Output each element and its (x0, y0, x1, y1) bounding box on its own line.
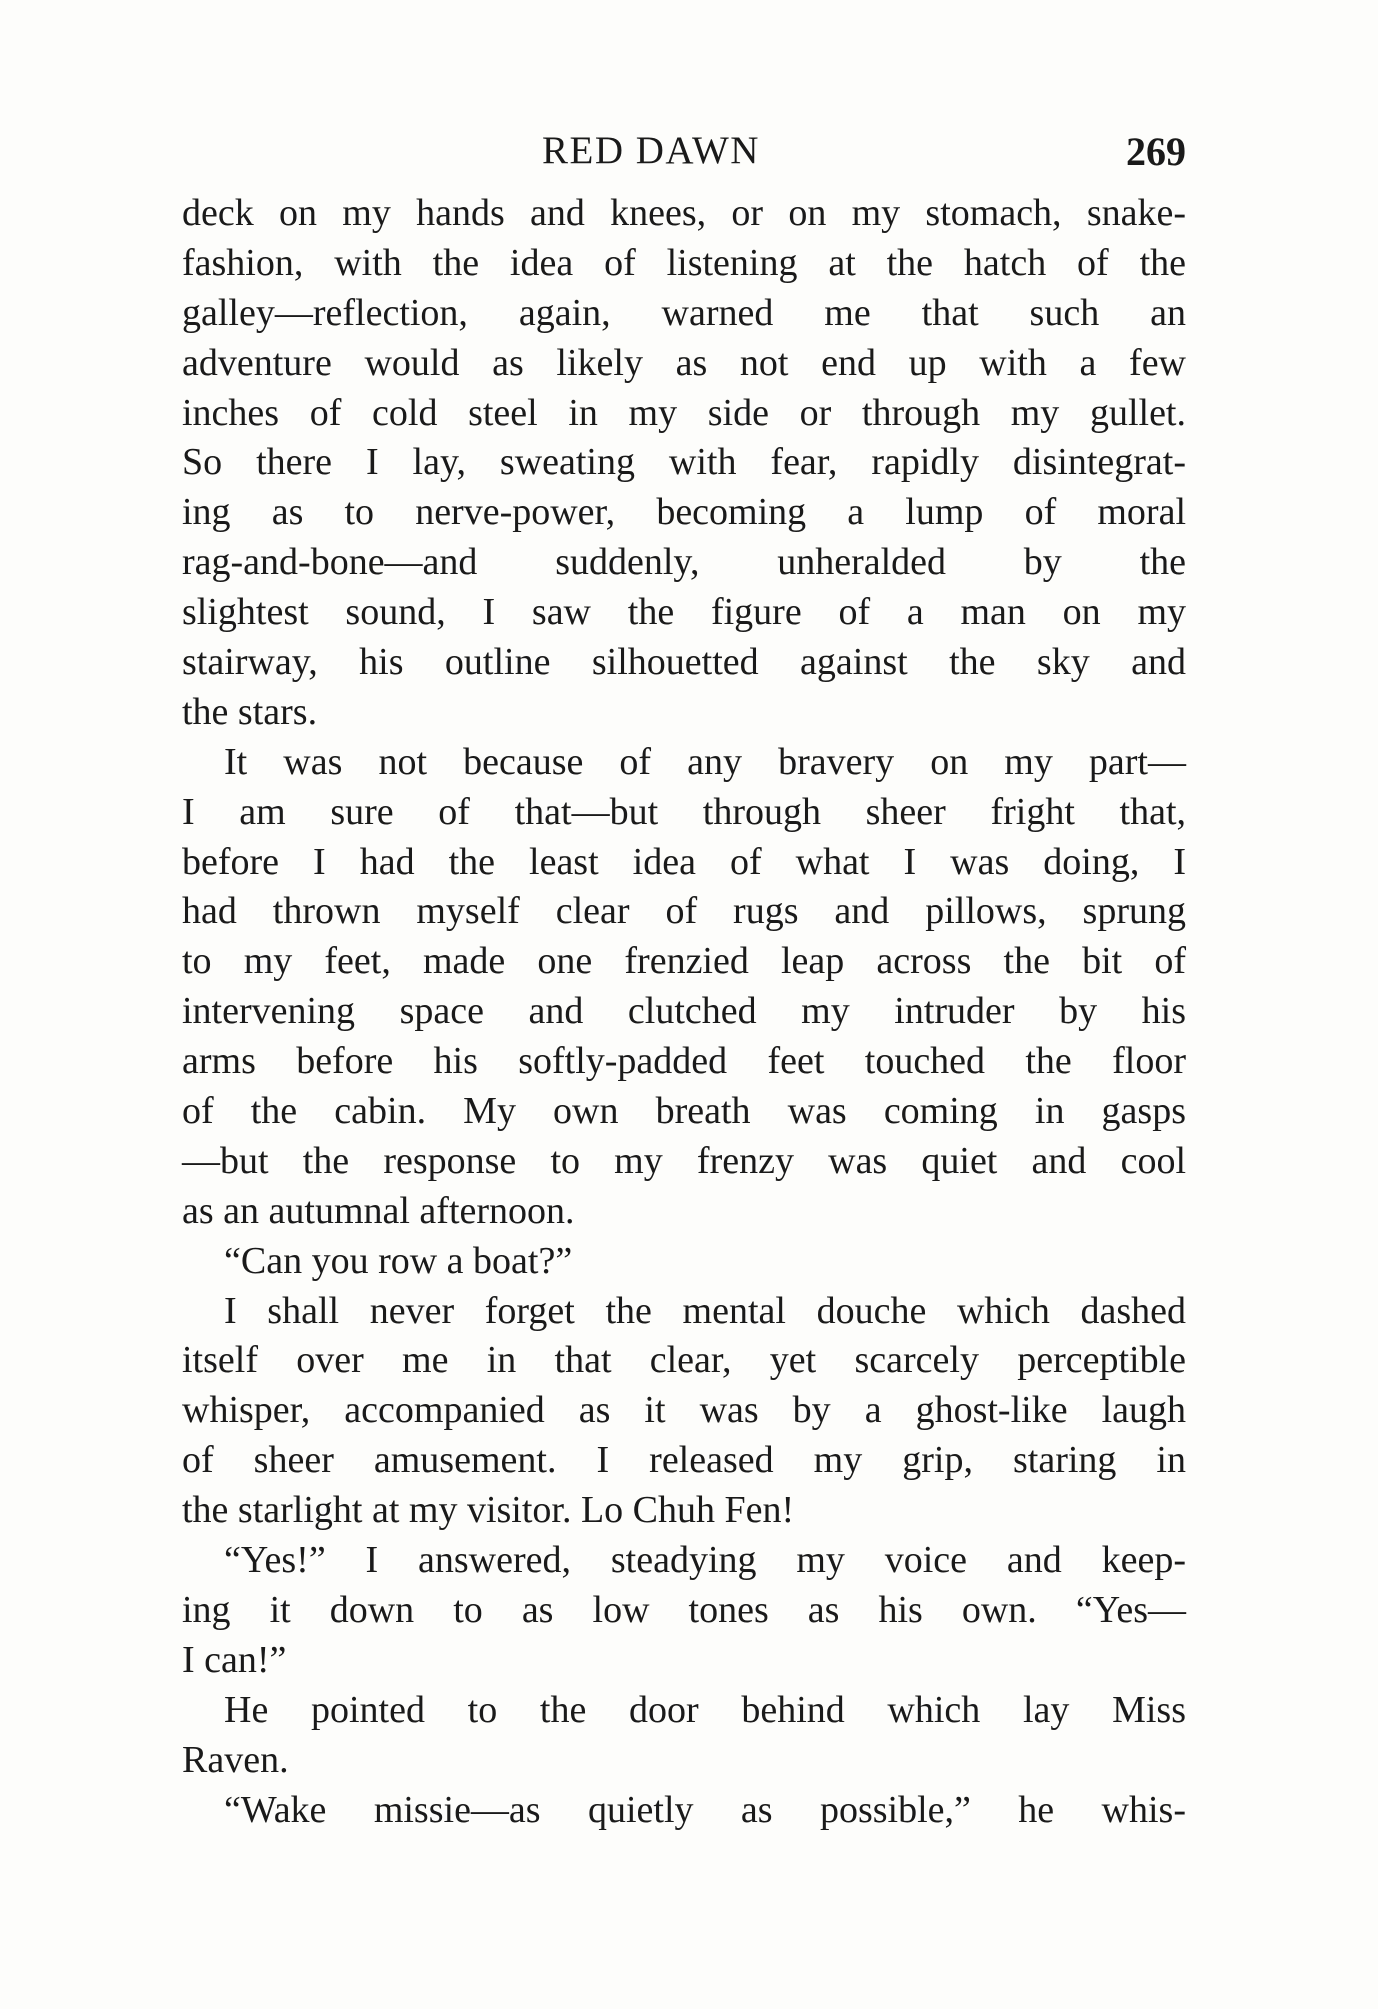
text-line: “Can you row a boat?” (224, 1239, 573, 1282)
running-title: RED DAWN (542, 129, 760, 172)
text-line: So there I lay, sweating with fear, rapidly disintegrat- (182, 441, 1186, 484)
text-line: arms before his softly-padded feet touched the floor (182, 1040, 1186, 1083)
text-line: I am sure of that—but through sheer fright that, (182, 790, 1186, 833)
text-line: ing as to nerve-power, becoming a lump of moral (182, 491, 1186, 534)
text-line: adventure would as likely as not end up with a few (182, 341, 1186, 384)
text-line: the stars. (182, 690, 318, 733)
text-line: slightest sound, I saw the figure of a man on my (182, 591, 1186, 634)
text-line: of sheer amusement. I released my grip, staring in (182, 1439, 1186, 1482)
text-line: “Yes!” I answered, steadying my voice and keep- (224, 1539, 1186, 1582)
text-line: intervening space and clutched my intruder by his (182, 990, 1186, 1033)
text-line: before I had the least idea of what I was doing, I (182, 840, 1186, 883)
text-line: Raven. (182, 1738, 289, 1781)
page-number: 269 (1126, 129, 1186, 174)
text-line: inches of cold steel in my side or through my gullet. (182, 391, 1186, 434)
text-line: of the cabin. My own breath was coming in gasps (182, 1090, 1186, 1133)
text-line: I can!” (182, 1638, 287, 1681)
text-line: “Wake missie—as quietly as possible,” he whis- (224, 1788, 1186, 1831)
text-line: stairway, his outline silhouetted against the sky and (182, 641, 1186, 684)
text-line: I shall never forget the mental douche which dashed (224, 1289, 1186, 1332)
page-header (182, 128, 1186, 178)
text-line: —but the response to my frenzy was quiet and cool (182, 1139, 1186, 1182)
text-line: It was not because of any bravery on my part— (224, 740, 1186, 783)
text-line: had thrown myself clear of rugs and pillows, sprung (182, 890, 1186, 933)
text-line: rag-and-bone—and suddenly, unheralded by the (182, 541, 1186, 584)
text-line: He pointed to the door behind which lay Miss (224, 1688, 1186, 1731)
text-line: deck on my hands and knees, or on my stomach, snake- (182, 192, 1186, 234)
text-line: galley—reflection, again, warned me that such an (182, 291, 1186, 334)
text-line: as an autumnal afternoon. (182, 1189, 575, 1232)
text-line: fashion, with the idea of listening at the hatch of the (182, 241, 1186, 284)
text-line: whisper, accompanied as it was by a ghost-like laugh (182, 1389, 1186, 1432)
text-line: itself over me in that clear, yet scarcely perceptible (182, 1339, 1186, 1382)
body-text (182, 189, 1186, 1835)
text-line: the starlight at my visitor. Lo Chuh Fen! (182, 1489, 795, 1532)
text-line: to my feet, made one frenzied leap across the bit of (182, 940, 1186, 983)
text-line: ing it down to as low tones as his own. “Yes— (182, 1588, 1186, 1631)
